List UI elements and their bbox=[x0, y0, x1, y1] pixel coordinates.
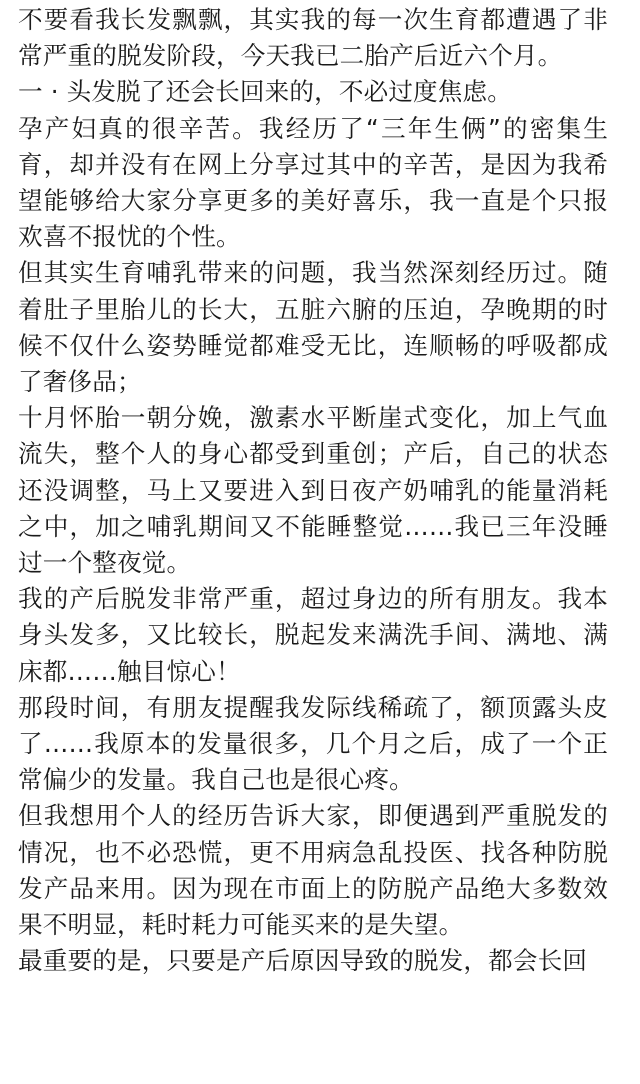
article-body bbox=[18, 2, 608, 979]
paragraph-intro: 不要看我长发飘飘，其实我的每一次生育都遭遇了非常严重的脱发阶段，今天我已二胎产后近六个月。 bbox=[18, 5, 608, 71]
paragraph-conclusion: 最重要的是，只要是产后原因导致的脱发，都会长回 bbox=[18, 946, 588, 976]
paragraph-advice: 但我想用个人的经历告诉大家，即便遇到严重脱发的情况，也不必恐慌，更不用病急乱投医、找各种防脱发产品来用。因为现在市面上的防脱产品绝大多数效果不明显，耗时耗力可能买来的是失望。 bbox=[18, 801, 608, 940]
paragraph-hair-loss: 我的产后脱发非常严重，超过身边的所有朋友。我本身头发多，又比较长，脱起发来满洗手间、满地、满床都……触目惊心！ bbox=[18, 584, 608, 686]
section-heading: 一 · 头发脱了还会长回来的，不必过度焦虑。 bbox=[18, 77, 513, 107]
paragraph-pregnancy: 但其实生育哺乳带来的问题，我当然深刻经历过。随着肚子里胎儿的长大，五脏六腑的压迫，孕晚期的时候不仅什么姿势睡觉都难受无比，连顺畅的呼吸都成了奢侈品； bbox=[18, 258, 608, 397]
paragraph-postpartum: 十月怀胎一朝分娩，激素水平断崖式变化，加上气血流失，整个人的身心都受到重创；产后，自己的状态还没调整，马上又要进入到日夜产奶哺乳的能量消耗之中，加之哺乳期间又不能睡整觉……我已三年没睡过一个整夜觉。 bbox=[18, 403, 608, 578]
paragraph-hairline: 那段时间，有朋友提醒我发际线稀疏了，额顶露头皮了……我原本的发量很多，几个月之后，成了一个正常偏少的发量。我自己也是很心疼。 bbox=[18, 692, 608, 795]
paragraph-hardship: 孕产妇真的很辛苦。我经历了“三年生俩”的密集生育，却并没有在网上分享过其中的辛苦，是因为我希望能够给大家分享更多的美好喜乐，我一直是个只报欢喜不报忧的个性。 bbox=[18, 113, 608, 252]
